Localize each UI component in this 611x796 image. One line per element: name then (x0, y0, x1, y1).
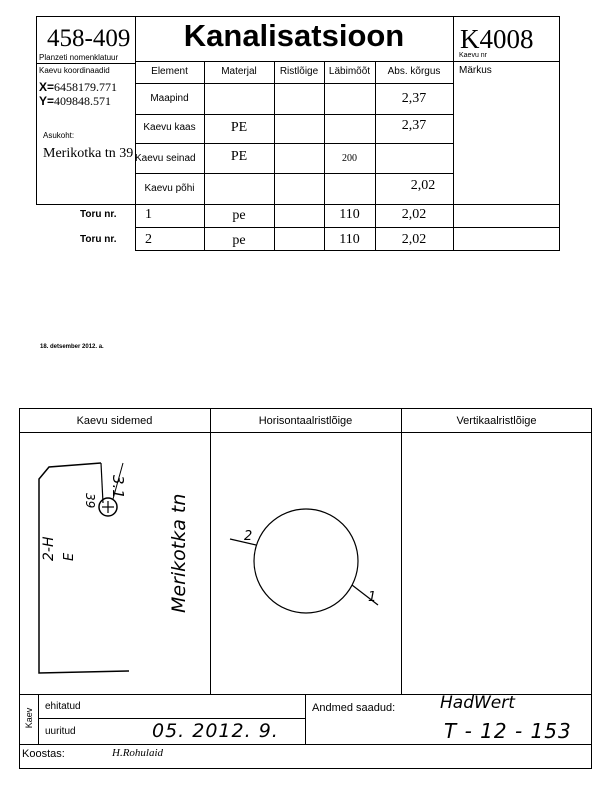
well-number: K4008 (460, 24, 534, 54)
pipe-label: Toru nr. (80, 209, 117, 220)
document-date: 18. detsember 2012. a. (40, 344, 104, 350)
sheet-rule (36, 63, 136, 64)
coord-x-value: 6458179.771 (54, 80, 118, 94)
coord-y-value: 409848.571 (54, 94, 112, 108)
header-card-bottom-rule (135, 204, 560, 205)
page-title: Kanalisatsioon (183, 18, 405, 53)
table-row-elevation: 2,02 (410, 178, 436, 193)
footer-bottom-rule (19, 744, 592, 745)
table-row-elevation: 2,37 (401, 118, 427, 133)
footer-middle-divider (305, 694, 306, 744)
panel-title-connections: Kaevu sidemed (76, 415, 153, 427)
sketch-pipe-1: 1 (368, 590, 377, 605)
panel-title-vertical: Vertikaalristlõige (456, 415, 537, 427)
title-rule (135, 61, 560, 62)
coord-x-label: X= (39, 80, 55, 94)
col-line-2 (274, 61, 275, 251)
remarks-label: Märkus (459, 65, 492, 76)
well-caption: Kaevu nr (459, 52, 488, 59)
address-label: Asukoht: (43, 131, 75, 140)
table-row-material: PE (230, 120, 248, 135)
table-row-element: Kaevu põhi (144, 183, 195, 194)
row-line-header (135, 83, 453, 84)
col-header-cross-section: Ristlõige (279, 66, 319, 77)
sheet-caption: Planzeti nomenklatuur (39, 53, 119, 62)
data-from-label: Andmed saadud: (312, 702, 396, 714)
sketch-side-street: 2-H (41, 536, 57, 561)
sketch-side-letter: E (62, 552, 77, 561)
surveyed-label: uuritud (45, 726, 76, 737)
table-row-element: Maapind (150, 93, 189, 104)
pipe-elevation: 2,02 (401, 207, 427, 222)
footer-kaev-divider (38, 694, 39, 744)
pipe-label: Toru nr. (80, 234, 117, 245)
coord-x (39, 80, 117, 95)
address-value: Merikotka tn 39 (43, 146, 134, 161)
surveyed-value: 05. 2012. 9. (152, 720, 279, 742)
pipe-number: 2 (145, 232, 152, 247)
table-bottom-rule (135, 250, 560, 251)
data-reference: T - 12 - 153 (444, 719, 572, 743)
author-value: H.Rohulaid (112, 747, 164, 759)
footer-mid-rule (38, 718, 305, 719)
sketch-pipe-2: 2 (244, 529, 253, 544)
pipe-diameter: 110 (339, 207, 360, 222)
panel-title-horizontal: Horisontaalristlõige (258, 415, 353, 427)
table-row-element: Kaevu seinad (135, 153, 196, 164)
sketch-street-name: Merikotka tn (168, 493, 190, 613)
pipe-diameter: 110 (339, 232, 360, 247)
well-circle (254, 509, 358, 613)
pipe-elevation: 2,02 (401, 232, 427, 247)
pipe-material: pe (232, 208, 246, 223)
sketch-well-id: 3.1 (109, 475, 127, 499)
table-row-elevation: 2,37 (401, 91, 427, 106)
table-row-element: Kaevu kaas (143, 122, 196, 133)
sheet-number: 458-409 (47, 25, 131, 52)
pipe-row-rule (135, 227, 560, 228)
author-label: Koostas: (22, 748, 65, 760)
pipe-number: 1 (145, 207, 152, 222)
coord-y (39, 94, 111, 109)
data-from-value: HadWert (440, 693, 515, 713)
divider-right-column (453, 16, 454, 251)
panel-divider-2 (401, 408, 402, 695)
table-row-diameter: 200 (342, 153, 357, 164)
row-line-2 (135, 143, 453, 144)
table-row-material: PE (230, 149, 248, 164)
pipe-material: pe (232, 233, 246, 248)
col-header-diameter: Läbimõõt (328, 66, 371, 77)
col-header-material: Materjal (221, 66, 257, 77)
row-line-1 (135, 114, 453, 115)
horizontal-section-sketch (168, 433, 401, 694)
col-header-element: Element (151, 66, 188, 77)
built-label: ehitatud (45, 701, 81, 712)
footer-section-label: Kaev (24, 707, 34, 729)
house-wall-right (101, 463, 103, 503)
col-header-elevation: Abs. kõrgus (387, 66, 441, 77)
sketch-house-number: 39 (83, 493, 97, 509)
row-line-3 (135, 173, 453, 174)
coords-label: Kaevu koordinaadid (39, 66, 110, 75)
coord-y-label: Y= (39, 94, 55, 108)
